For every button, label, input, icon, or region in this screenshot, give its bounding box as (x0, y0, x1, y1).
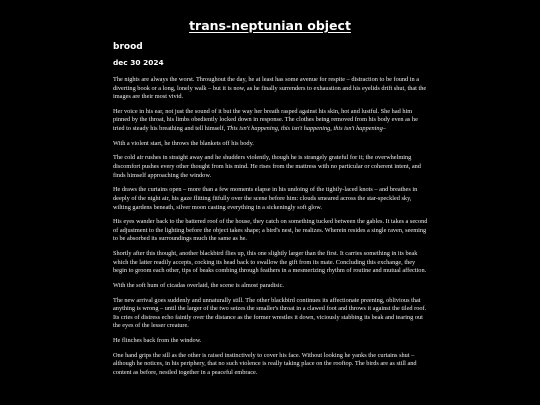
paragraph-text: Her voice in his ear, not just the sound of it but the way her breath rasped against his skin, hot and lustful. She had him pinned by the throat, his limbs obediently locked down in response. The clothes being removed from his body even as he tried to steady his breathing and tell himself, (113, 107, 418, 133)
paragraph-text: One hand grips the sill as the other is raised instinctively to cover his face. Without looking he yanks the curtains shut – although he notices, in his periphery, that no such violence is really taking place on the rooftop. The birds are as still and content as before, nestled together in a peaceful embrace. (113, 351, 417, 376)
body-paragraph (113, 282, 429, 291)
post-title: brood (113, 42, 143, 52)
body-paragraph (113, 352, 429, 378)
paragraph-italic-text: This isn't happening, this isn't happening, this isn't happening– (226, 125, 386, 133)
site-title-link[interactable]: trans-neptunian object (189, 18, 351, 33)
paragraph-text: With the soft hum of cicadas overlaid, the scene is almost paradisic. (113, 281, 284, 289)
paragraph-text: Shortly after this thought, another blackbird flies up, this one slightly larger than the first. It carries something in its beak which the latter readily accepts, cocking its head back to swallow the gift from its mate. Concluding this exchange, they begin to groom each other, tips of beaks combing through feathers in a mesmerizing rhythm of routine and mutual affection. (113, 250, 427, 275)
paragraph-text: He flinches back from the window. (113, 337, 202, 345)
paragraph-text: The new arrival goes suddenly and unnaturally still. The other blackbird continues its affectionate preening, oblivious that anything is wrong – until the larger of the two seizes the smaller's throat in a clawed foot and throws it against the tiled roof. Its cries of distress echo faintly over the distance as the former wrestles it down, viciously stabbing its beak and tearing out the eyes of the lesser creature. (113, 296, 427, 330)
body-paragraph (113, 250, 429, 276)
body-paragraph (113, 337, 429, 346)
body-paragraph (113, 140, 429, 149)
post-date: dec 30 2024 (113, 58, 164, 67)
paragraph-text: His eyes wander back to the battered roof of the house, they catch on something tucked between the gables. It takes a second of adjustment to the lighting before the object takes shape; a bird's nest, he realizes. Wherein resides a single raven, seeming to be absorbed its surroundings much the same as he. (113, 218, 428, 243)
body-paragraph (113, 76, 429, 102)
body-paragraph (113, 154, 429, 180)
body-paragraph (113, 186, 429, 212)
post-content (113, 42, 429, 384)
body-paragraph (113, 108, 429, 134)
paragraph-text: The nights are always the worst. Throughout the day, he at least has some avenue for respite – distraction to be found in a diverting book or a long, lonely walk – but it is now, as he finally surrenders to exhaustion and his eyelids drift shut, that the images are their most vivid. (113, 76, 427, 101)
paragraph-text: The cold air rushes in straight away and he shudders violently, though he is strangely grateful for it; the overwhelming discomfort pushes every other thought from his mind. He rises from the mattress with no particular or coherent intent, and finds himself approaching the window. (113, 154, 421, 179)
body-paragraph (113, 297, 429, 331)
body-paragraph (113, 218, 429, 244)
paragraph-text: He draws the curtains open – more than a few moments elapse in his undoing of the tightly-laced knots – and breathes in deeply of the night air, his gaze flitting fitfully over the scene before him: clouds smeared across the star-speckled sky, wilting gardens beneath, silver moon casting everything in a sickeningly soft glow. (113, 186, 418, 211)
paragraph-text: With a violent start, he throws the blankets off his body. (113, 139, 254, 147)
post-body (113, 76, 429, 378)
